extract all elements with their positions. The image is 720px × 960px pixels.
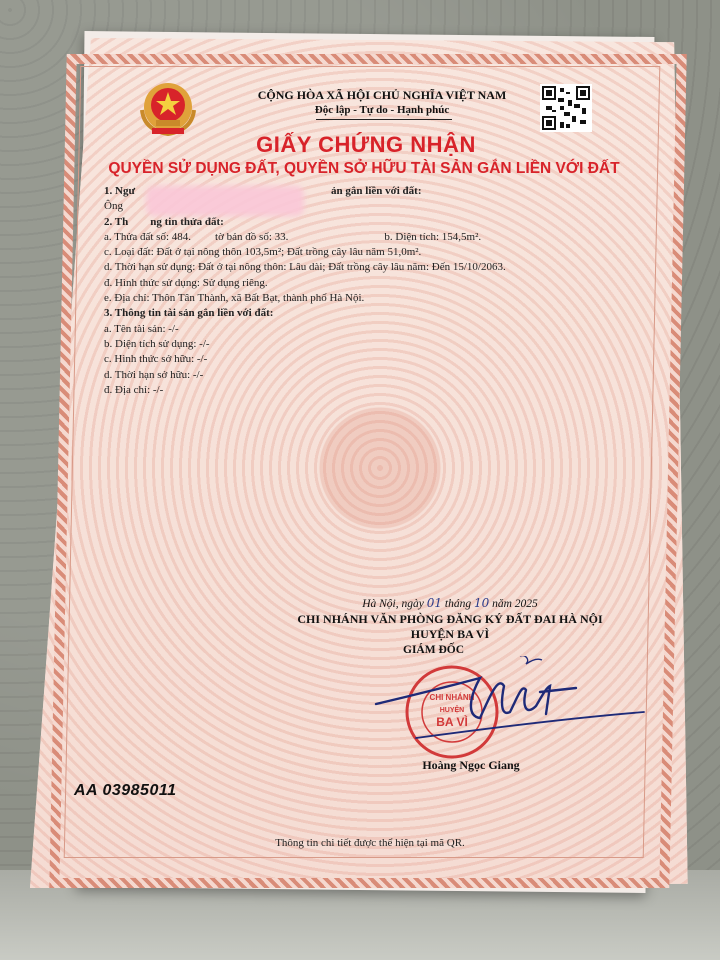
certificate-title: GIẤY CHỨNG NHẬN — [256, 132, 476, 157]
issuing-district: HUYỆN BA VÌ — [410, 627, 490, 641]
signature-block — [250, 596, 650, 656]
motto-underline — [316, 119, 452, 120]
section1-heading-end: ản gắn liền với đất: — [331, 185, 422, 197]
certificate-body — [104, 184, 624, 398]
parcel-number: a. Thửa đất số: 484. — [104, 230, 192, 243]
seal-line1: CHI NHÁNH — [429, 693, 475, 702]
ownership-form: c. Hình thức sở hữu: -/- — [104, 353, 208, 366]
qr-code[interactable] — [540, 84, 592, 132]
land-area: b. Diện tích: 154,5m². — [384, 230, 482, 243]
qr-note: Thông tin chi tiết được thể hiện tại mã QR. — [275, 837, 465, 849]
director-title: GIÁM ĐỐC — [403, 644, 465, 656]
qr-code-pattern — [542, 86, 590, 130]
certificate-subtitle: QUYỀN SỬ DỤNG ĐẤT, QUYỀN SỞ HỮU TÀI SẢN GẮN LIỀN VỚI ĐẤT — [108, 160, 620, 177]
redacted-owner-name — [146, 186, 304, 216]
parcel-line — [104, 230, 624, 245]
country-header: CỘNG HÒA XÃ HỘI CHỦ NGHĨA VIỆT NAM — [257, 88, 507, 102]
usage-form: đ. Hình thức sử dụng: Sử dụng riêng. — [104, 276, 268, 289]
section1-heading-start: 1. Ngư — [104, 185, 136, 197]
national-emblem-icon — [134, 80, 202, 138]
date-month: 10 — [473, 596, 490, 610]
date-day: 01 — [426, 596, 442, 610]
asset-area: b. Diện tích sử dụng: -/- — [104, 337, 210, 350]
section2-heading-end: ng tin thửa đất: — [150, 215, 224, 228]
section3-heading: 3. Thông tin tài sản gắn liền với đất: — [104, 307, 274, 320]
asset-address: đ. Địa chỉ: -/- — [104, 383, 164, 396]
motto: Độc lập - Tự do - Hạnh phúc — [314, 104, 450, 116]
issuing-office: CHI NHÁNH VĂN PHÒNG ĐĂNG KÝ ĐẤT ĐAI HÀ NỘI — [297, 612, 603, 626]
usage-term: d. Thời hạn sử dụng: Đất ở tại nông thôn: Lâu dài; Đất trồng cây lâu năm: Đến 15/10/2063. — [104, 261, 506, 274]
serial-number: AA 03985011 — [74, 782, 177, 799]
ownership-term: d. Thời hạn sở hữu: -/- — [104, 368, 204, 381]
land-address: e. Địa chỉ: Thôn Tân Thành, xã Bất Bạt, thành phố Hà Nội. — [104, 292, 365, 305]
asset-name: a. Tên tài sản: -/- — [104, 322, 179, 335]
handwritten-signature — [370, 656, 650, 752]
section2-heading-start: 2. Th — [104, 215, 129, 228]
seal-line3: BA VÌ — [436, 715, 468, 729]
date-year: năm 2025 — [492, 598, 538, 610]
section2-heading — [104, 215, 624, 230]
seal-line2: HUYỆN — [439, 707, 465, 714]
date-place: Hà Nội, ngày — [362, 598, 424, 610]
owner-prefix: Ông — [104, 200, 123, 213]
date-month-label: tháng — [444, 598, 472, 610]
signer-name: Hoàng Ngọc Giang — [422, 758, 520, 772]
land-type: c. Loại đất: Đất ở tại nông thôn 103,5m²; Đất trồng cây lâu năm 51,0m². — [104, 246, 422, 259]
map-sheet-number: tờ bản đồ số: 33. — [215, 230, 289, 243]
issue-date — [250, 596, 650, 610]
